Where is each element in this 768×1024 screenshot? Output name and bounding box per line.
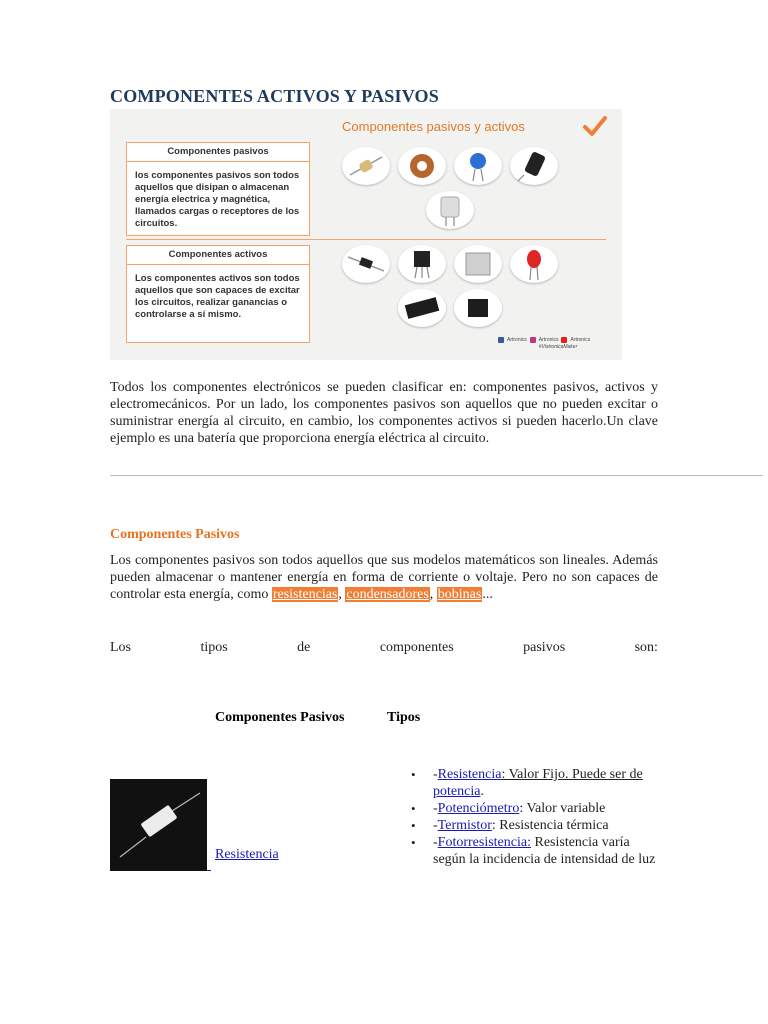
- passive-info-box: [126, 142, 310, 236]
- termistor-link[interactable]: Termistor: [437, 818, 492, 833]
- passive-box-text: los componentes pasivos son todos aquellos que disipan o almacenan energía electrica y magnética, llamados cargas o receptores de los circuitos.: [135, 170, 300, 229]
- link-underline: [207, 870, 211, 871]
- resistance-types-list: [433, 766, 658, 868]
- type-description: : Valor variable: [519, 801, 606, 816]
- social-handle: Artronics: [570, 337, 591, 343]
- ceramic-capacitor-icon: [426, 191, 474, 229]
- horizontal-rule: [110, 475, 763, 476]
- condensadores-link[interactable]: condensadores: [346, 587, 429, 602]
- passive-section-heading: Componentes Pasivos: [110, 527, 240, 542]
- regulator-component-icon: [398, 245, 446, 283]
- social-handle: Artronics: [538, 337, 559, 343]
- social-handle: Artronics: [507, 337, 527, 343]
- type-description: : Valor Fijo. Puede ser de: [501, 767, 643, 782]
- passive-desc-text: Los componentes pasivos son todos aquellos que sus modelos matemáticos son lineales. Además pueden almacenar o mantener energía en forma de corriente o voltaje. Pero no son capaces de controlar esta energía, como: [110, 553, 658, 602]
- list-prefix: -: [433, 835, 438, 850]
- diode-component-icon: [342, 245, 390, 283]
- fotorresistencia-link[interactable]: Fotorresistencia:: [437, 835, 531, 850]
- types-word: Los: [110, 640, 131, 655]
- types-word: de: [297, 640, 311, 655]
- bobinas-link[interactable]: bobinas: [437, 587, 482, 602]
- type-description: : Resistencia térmica: [491, 818, 609, 833]
- resistencia-component-link[interactable]: Resistencia: [215, 847, 279, 862]
- separator: ,: [429, 587, 437, 602]
- inductor-component-icon: [398, 147, 446, 185]
- list-prefix: -: [433, 767, 438, 782]
- types-word: son:: [634, 640, 658, 655]
- types-word: tipos: [200, 640, 228, 655]
- checkmark-icon: [582, 115, 608, 139]
- infographic-heading: Componentes pasivos y activos: [342, 119, 525, 134]
- electrolytic-capacitor-icon: [510, 147, 558, 185]
- potencia-link[interactable]: potencia: [433, 784, 481, 799]
- active-box-title: Componentes activos: [127, 246, 309, 265]
- passive-description: [110, 552, 658, 603]
- components-infographic: [110, 109, 622, 360]
- active-info-box: [126, 245, 310, 343]
- types-intro-line: [110, 640, 658, 656]
- list-item: [433, 817, 658, 834]
- capacitor-component-icon: [454, 147, 502, 185]
- type-description: Resistencia varía según la incidencia de intensidad de luz: [433, 835, 656, 867]
- chip-component-icon: [454, 245, 502, 283]
- facebook-icon: [498, 337, 504, 343]
- ellipsis: ...: [482, 587, 493, 602]
- ic-smd-component-icon: [454, 289, 502, 327]
- list-prefix: -: [433, 818, 438, 833]
- list-item: [433, 766, 658, 800]
- page-title: COMPONENTES ACTIVOS Y PASIVOS: [110, 86, 439, 106]
- resistor-component-icon: [342, 147, 390, 185]
- resistor-photo[interactable]: [110, 779, 207, 871]
- social-credits: [498, 337, 618, 350]
- table-header-components: Componentes Pasivos: [215, 710, 345, 725]
- youtube-icon: [561, 337, 567, 343]
- list-item: [433, 800, 658, 817]
- intro-paragraph: Todos los componentes electrónicos se pueden clasificar en: componentes pasivos, activos y electromecánicos. Por un lado, los componentes pasivos son aquellos que no pueden excitar o suministrar energía al circuito, en cambio, los componentes activos si pueden hacerlo.Un clave ejemplo es una batería que proporciona energía eléctrica al circuito.: [110, 380, 658, 446]
- hashtag: #VistronicaMaker: [538, 344, 578, 350]
- separator: ,: [338, 587, 346, 602]
- active-box-text: Los componentes activos son todos aquellos que son capaces de excitar los circuitos, realizar ganancias o controlarse a sí mismo.: [135, 273, 300, 320]
- types-word: pasivos: [523, 640, 566, 655]
- list-item: [433, 834, 658, 868]
- list-suffix: .: [480, 784, 484, 799]
- potenciometro-link[interactable]: Potenciómetro: [437, 801, 520, 816]
- list-prefix: -: [433, 801, 438, 816]
- led-component-icon: [510, 245, 558, 283]
- table-header-types: Tipos: [387, 710, 421, 725]
- infographic-divider: [126, 239, 606, 240]
- ic-dip-component-icon: [398, 289, 446, 327]
- passive-box-title: Componentes pasivos: [127, 143, 309, 162]
- instagram-icon: [530, 337, 536, 343]
- resistencias-link[interactable]: resistencias: [272, 587, 338, 602]
- types-word: componentes: [379, 640, 454, 655]
- resistencia-type-link[interactable]: Resistencia: [437, 767, 502, 782]
